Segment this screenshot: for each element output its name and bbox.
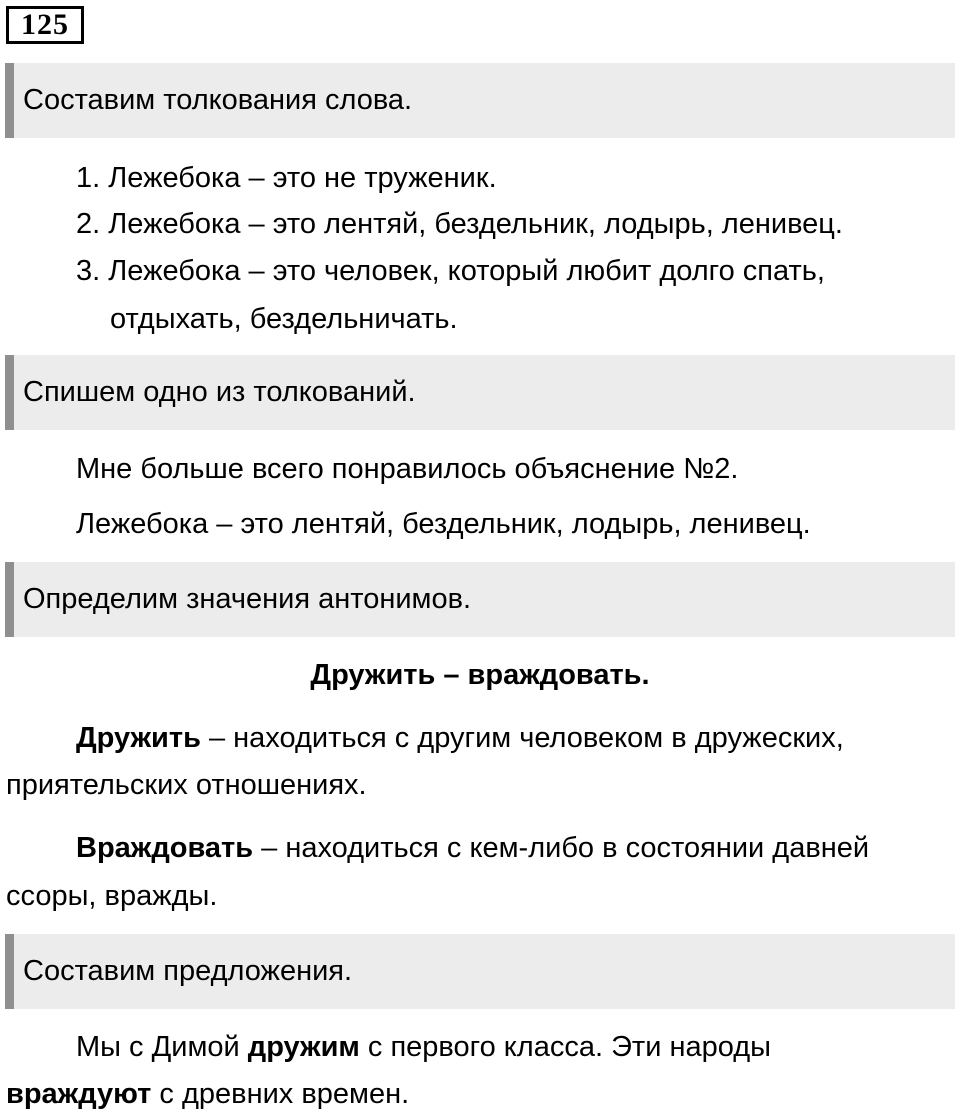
definition-item-3: [76, 257, 825, 286]
chosen-definition: [76, 510, 811, 539]
section-heading-antonyms: [5, 562, 955, 637]
sentence-text: с первого класса. Эти народы: [359, 1031, 771, 1063]
section-heading-text: Составим предложения.: [23, 955, 353, 987]
antonym-friend-definition-continuation: приятельских отношениях.: [6, 769, 367, 801]
sentences-line1: [76, 1033, 771, 1062]
chosen-definition-intro: [76, 455, 738, 484]
sentence-keyword-friend: дружим: [247, 1031, 360, 1063]
task-number: 125: [21, 8, 69, 41]
antonym-friend-definition-line1: [76, 724, 844, 753]
section-heading-text: Составим толкования слова.: [23, 84, 413, 116]
antonym-friend-definition: – находиться с другим человеком в дружеских,: [200, 722, 844, 754]
sentences-line2: [6, 1080, 409, 1109]
section-heading-text: Спишем одно из толкований.: [23, 376, 416, 408]
sentence-text: Мы с Димой: [76, 1031, 248, 1063]
section-heading-sentences: [5, 934, 955, 1009]
definition-item-1: [76, 164, 497, 193]
antonym-enmity-term: Враждовать: [76, 832, 254, 864]
antonym-pair-title: [0, 661, 960, 690]
paragraph-text: Лежебока – это лентяй, бездельник, лодырь, ленивец.: [76, 508, 811, 540]
antonym-enmity-definition-continuation: ссоры, вражды.: [6, 880, 218, 912]
antonym-pair-text: Дружить – враждовать.: [310, 659, 650, 691]
antonym-enmity-definition: – находиться с кем-либо в состоянии давней: [253, 832, 870, 864]
definition-number: 1.: [76, 162, 101, 194]
section-heading-copy: [5, 355, 955, 430]
antonym-enmity-definition-line2: [6, 882, 217, 911]
paragraph-text: Мне больше всего понравилось объяснение №2.: [76, 453, 739, 485]
definition-text: Лежебока – это не труженик.: [108, 162, 497, 194]
definition-item-2: [76, 210, 843, 239]
task-number-box: [6, 6, 84, 44]
antonym-friend-term: Дружить: [76, 722, 201, 754]
definition-text-line2: отдыхать, бездельничать.: [110, 303, 458, 335]
definition-item-3-continuation: [110, 305, 458, 334]
sentence-keyword-enmity: враждуют: [6, 1078, 152, 1110]
definition-text: Лежебока – это лентяй, бездельник, лодырь, ленивец.: [108, 208, 843, 240]
antonym-enmity-definition-line1: [76, 834, 869, 863]
antonym-friend-definition-line2: [6, 771, 367, 800]
sentence-text: с древних времен.: [151, 1078, 410, 1110]
definition-text-line1: Лежебока – это человек, который любит долго спать,: [108, 255, 825, 287]
section-heading-text: Определим значения антонимов.: [23, 583, 472, 615]
section-heading-definitions: [5, 63, 955, 138]
definition-number: 3.: [76, 255, 101, 287]
definition-number: 2.: [76, 208, 101, 240]
